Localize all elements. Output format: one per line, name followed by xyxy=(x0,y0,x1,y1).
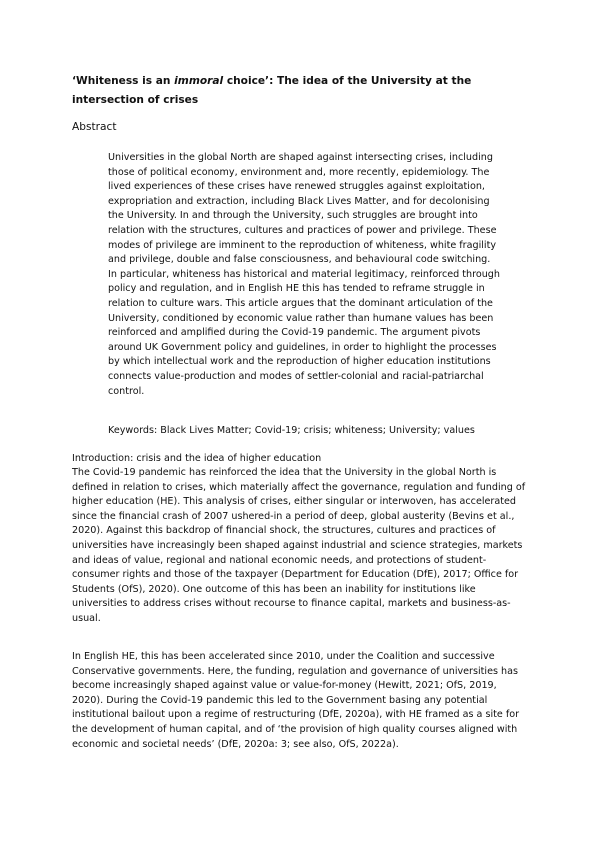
introduction-heading: Introduction: crisis and the idea of higher education xyxy=(72,453,322,464)
title-part-1: ‘Whiteness is an xyxy=(72,75,175,87)
abstract-heading: Abstract xyxy=(72,121,117,133)
keywords: Keywords: Black Lives Matter; Covid-19; crisis; whiteness; University; values xyxy=(108,425,475,436)
title-emphasis: immoral xyxy=(174,75,224,87)
title-part-2: choice’: The idea of the University at the intersection of crises xyxy=(72,75,472,106)
abstract-body: Universities in the global North are shaped against intersecting crises, including those of political economy, environment and, more recently, epidemiology. The lived experiences of these crises have renewed struggles against exploitation, expropriation and extraction, including Black Lives Matter, and for decolonising the University. In and through the University, such struggles are brought into relation with the structures, cultures and practices of power and privilege. These modes of privilege are imminent to the reproduction of whiteness, white fragility and privilege, double and false consciousness, and behavioural code switching. In particular, whiteness has historical and material legitimacy, reinforced through policy and regulation, and in English HE this has tended to reframe struggle in relation to culture wars. This article argues that the dominant articulation of the University, conditioned by economic value rather than humane values has been reinforced and amplified during the Covid-19 pandemic. The argument pivots around UK Government policy and guidelines, in order to highlight the processes by which intellectual work and the reproduction of higher education institutions connects value-production and modes of settler-colonial and racial-patriarchal control. xyxy=(108,152,500,397)
paper-title xyxy=(72,72,532,110)
introduction-paragraph-1: The Covid-19 pandemic has reinforced the idea that the University in the global North is defined in relation to crises, which materially affect the governance, regulation and funding of higher education (HE). This analysis of crises, either singular or interwoven, has accelerated since the financial crash of 2007 ushered-in a period of deep, global austerity (Bevins et al., 2020). Against this backdrop of financial shock, the structures, cultures and practices of universities have increasingly been shaped against industrial and science strategies, markets and ideas of value, regional and national economic needs, and protections of student-consumer rights and those of the taxpayer (Department for Education (DfE), 2017; Office for Students (OfS), 2020). One outcome of this has been an inability for institutions like universities to address crises without recourse to finance capital, markets and business-as-usual. xyxy=(72,467,526,624)
introduction-paragraph-2: In English HE, this has been accelerated since 2010, under the Coalition and successive Conservative governments. Here, the funding, regulation and governance of universities has become increasingly shaped against value or value-for-money (Hewitt, 2021; OfS, 2019, 2020). During the Covid-19 pandemic this led to the Government basing any potential institutional bailout upon a regime of restructuring (DfE, 2020a), with HE framed as a site for the development of human capital, and of ‘the provision of high quality courses aligned with economic and societal needs’ (DfE, 2020a: 3; see also, OfS, 2022a). xyxy=(72,651,520,750)
